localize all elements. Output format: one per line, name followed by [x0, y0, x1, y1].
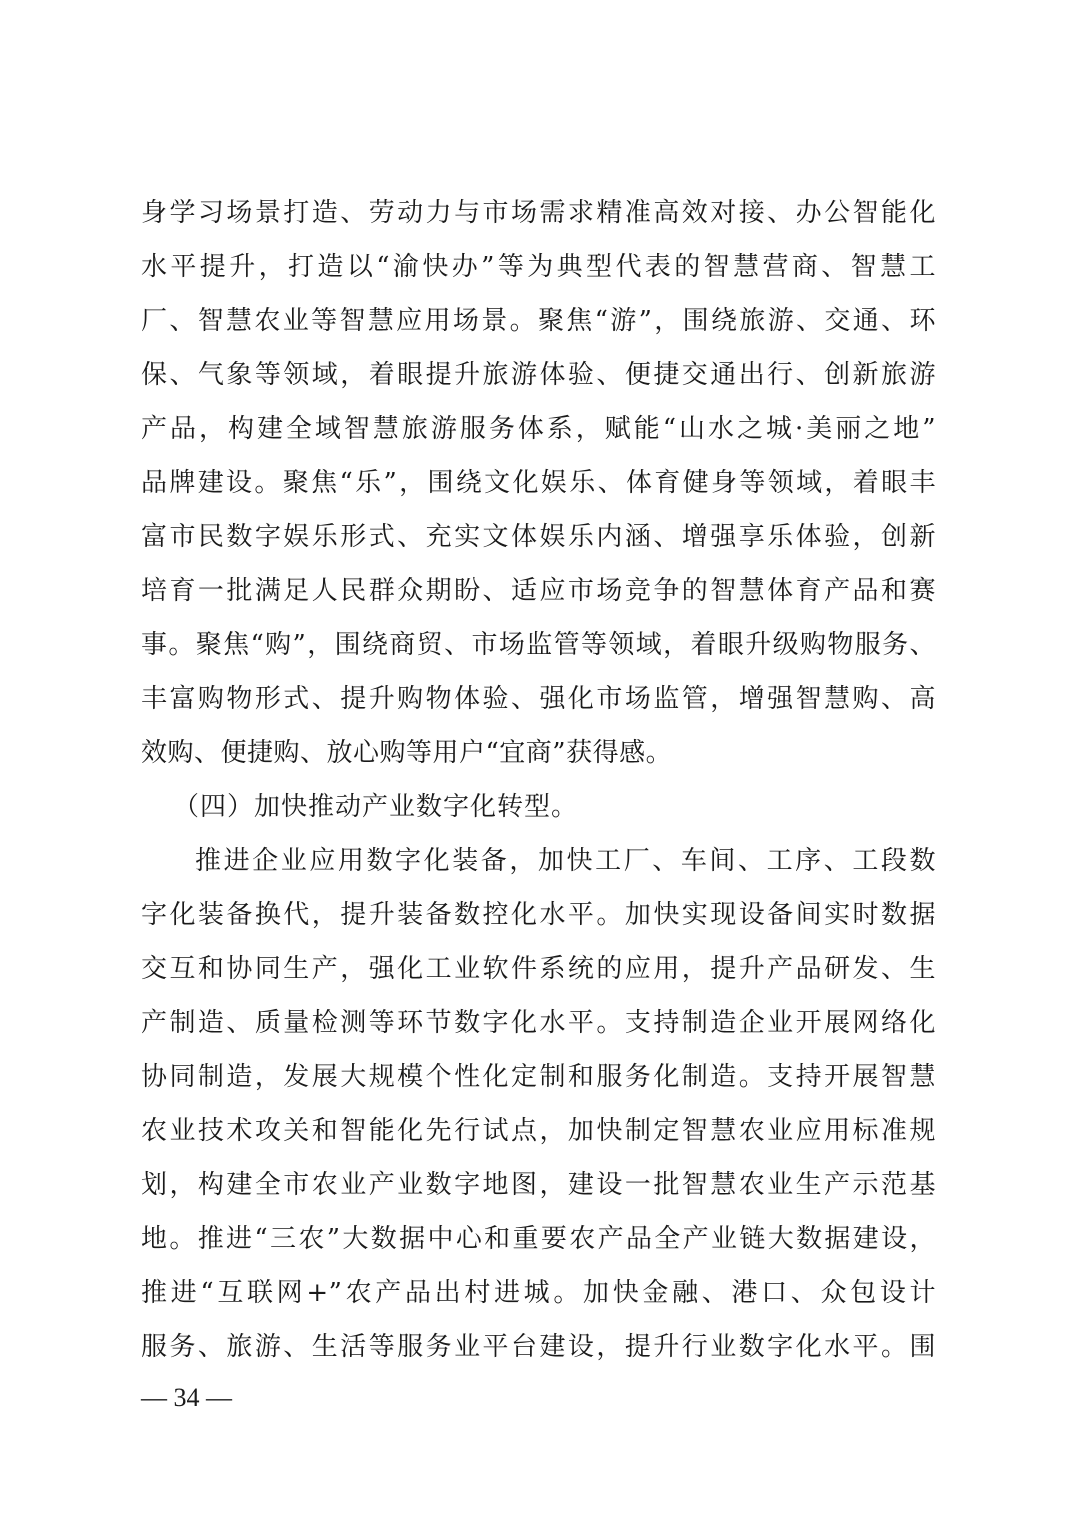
- paragraph-line: 协同制造，发展大规模个性化定制和服务化制造。支持开展智慧: [141, 1062, 936, 1092]
- paragraph-line: 农业技术攻关和智能化先行试点，加快制定智慧农业应用标准规: [141, 1116, 936, 1146]
- paragraph-line: 培育一批满足人民群众期盼、适应市场竞争的智慧体育产品和赛: [141, 576, 936, 606]
- paragraph-line: 事。聚焦“购”，围绕商贸、市场监管等领域，着眼升级购物服务、: [141, 630, 936, 660]
- paragraph-line: 品牌建设。聚焦“乐”，围绕文化娱乐、体育健身等领域，着眼丰: [141, 468, 936, 498]
- paragraph-line: 字化装备换代，提升装备数控化水平。加快实现设备间实时数据: [141, 900, 936, 930]
- page-number: — 34 —: [141, 1383, 232, 1412]
- paragraph-line: 厂、智慧农业等智慧应用场景。聚焦“游”，围绕旅游、交通、环: [141, 306, 936, 336]
- paragraph-line: 身学习场景打造、劳动力与市场需求精准高效对接、办公智能化: [141, 198, 936, 228]
- paragraph-line: 服务、旅游、生活等服务业平台建设，提升行业数字化水平。围: [141, 1332, 936, 1362]
- section-heading: （四）加快推动产业数字化转型。: [173, 792, 579, 822]
- paragraph-line: 划，构建全市农业产业数字地图，建设一批智慧农业生产示范基: [141, 1170, 936, 1200]
- paragraph-line: 效购、便捷购、放心购等用户“宜商”获得感。: [141, 738, 673, 768]
- paragraph-line: 水平提升，打造以“渝快办”等为典型代表的智慧营商、智慧工: [141, 252, 936, 282]
- paragraph-line: 产品，构建全域智慧旅游服务体系，赋能“山水之城·美丽之地”: [141, 414, 936, 444]
- paragraph-line: 推进“互联网+”农产品出村进城。加快金融、港口、众包设计: [141, 1278, 936, 1308]
- paragraph-line: 产制造、质量检测等环节数字化水平。支持制造企业开展网络化: [141, 1008, 936, 1038]
- paragraph-line: 推进企业应用数字化装备，加快工厂、车间、工序、工段数: [195, 846, 936, 876]
- paragraph-line: 丰富购物形式、提升购物体验、强化市场监管，增强智慧购、高: [141, 684, 936, 714]
- paragraph-line: 富市民数字娱乐形式、充实文体娱乐内涵、增强享乐体验，创新: [141, 522, 936, 552]
- paragraph-line: 保、气象等领域，着眼提升旅游体验、便捷交通出行、创新旅游: [141, 360, 936, 390]
- paragraph-line: 地。推进“三农”大数据中心和重要农产品全产业链大数据建设，: [141, 1224, 936, 1254]
- paragraph-line: 交互和协同生产，强化工业软件系统的应用，提升产品研发、生: [141, 954, 936, 984]
